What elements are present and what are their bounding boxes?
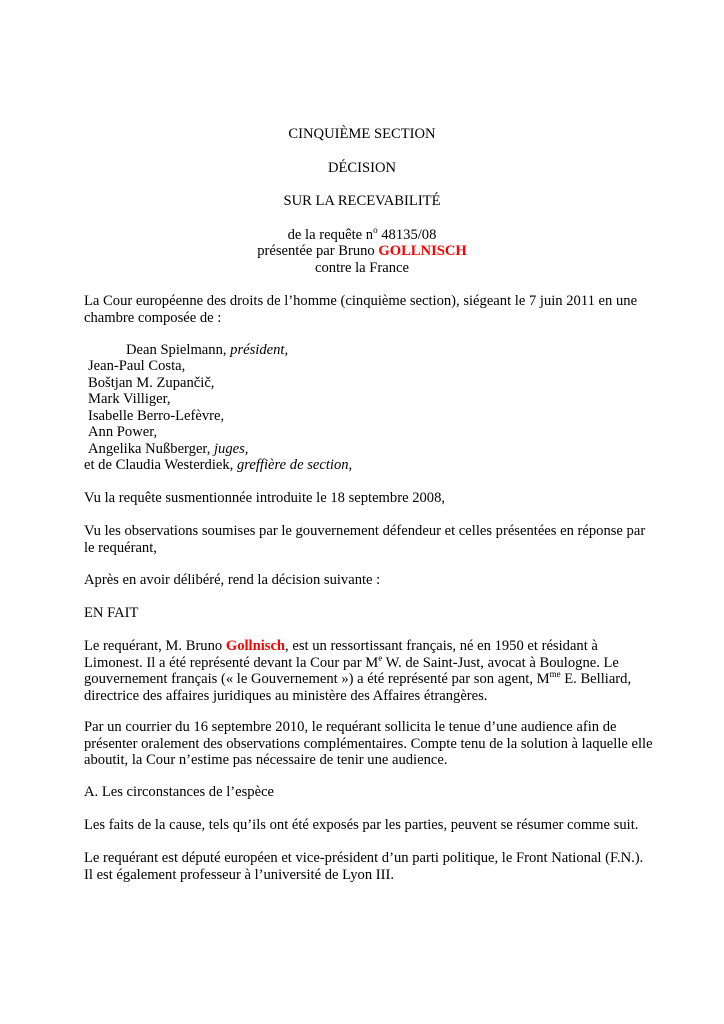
hearing-line-2: présenter oralement des observations complémentaires. Compte tenu de la solution à laquelle elle — [84, 735, 653, 752]
facts-line-1-prefix: Le requérant, M. Bruno — [84, 638, 226, 654]
last-judge-name: Angelika Nußberger, — [88, 440, 214, 457]
judge-item: Mark Villiger, — [88, 391, 171, 407]
profile-line-1: Le requérant est député européen et vice-président d’un parti politique, le Front National (F.N.). — [84, 850, 644, 866]
judge-item: Boštjan M. Zupančič, — [88, 374, 215, 391]
request-number-superscript: o — [373, 225, 378, 235]
hearing-line-3: aboutit, la Cour n’estime pas nécessaire de tenir une audience. — [84, 752, 448, 768]
president-name: Dean Spielmann, — [126, 342, 231, 358]
registrar-line — [84, 457, 644, 474]
applicant-name: GOLLNISCH — [378, 243, 467, 259]
judge-item-last — [88, 441, 648, 458]
applicant-facts-paragraph — [84, 638, 644, 704]
facts-line-4: directrice des affaires juridiques au ministère des Affaires étrangères. — [84, 687, 488, 704]
circumstances-heading: A. Les circonstances de l’espèce — [84, 784, 275, 800]
judges-list — [88, 358, 648, 457]
last-judge-role: juges, — [214, 440, 249, 457]
facts-line-2-suffix: W. de Saint-Just, avocat à Boulogne. Le — [382, 654, 619, 671]
applicant-surname: Gollnisch — [225, 638, 286, 654]
vu-observations-paragraph — [84, 523, 644, 556]
hearing-paragraph — [84, 719, 653, 769]
applicant-profile-paragraph — [84, 850, 644, 883]
hearing-line-1: Par un courrier du 16 septembre 2010, le requérant sollicita le tenue d’une audience afin de — [84, 719, 617, 735]
facts-summary-paragraph: Les faits de la cause, tels qu’ils ont été exposés par les parties, peuvent se résumer comme suit. — [84, 817, 639, 833]
deliberation-paragraph: Après en avoir délibéré, rend la décision suivante : — [84, 572, 381, 588]
vu-observations-line-1: Vu les observations soumises par le gouvernement défendeur et celles présentées en réponse par — [84, 523, 646, 539]
registrar-name: et de Claudia Westerdiek, — [84, 457, 237, 473]
vu-observations-line-2: le requérant, — [84, 539, 157, 556]
request-number: 48135/08 — [377, 227, 437, 243]
profile-line-2: Il est également professeur à l’université de Lyon III. — [84, 866, 395, 883]
facts-line-3-prefix: gouvernement français (« le Gouvernement ») a été représenté par son agent, M — [84, 671, 550, 687]
facts-line-1-suffix: , est un ressortissant français, né en 1950 et résidant à — [285, 638, 598, 654]
facts-line-2-prefix: Limonest. Il a été représenté devant la Cour par M — [84, 654, 379, 671]
court-line-1: La Cour européenne des droits de l’homme (cinquième section), siégeant le 7 juin 2011 en une — [84, 293, 638, 309]
facts-line-3 — [84, 671, 644, 688]
request-number-line — [0, 227, 724, 244]
president-role: président, — [230, 342, 289, 358]
court-line-2: chambre composée de : — [84, 309, 222, 326]
recevabilite-heading: SUR LA RECEVABILITÉ — [283, 193, 441, 209]
facts-line-1 — [84, 638, 644, 655]
decision-heading: DÉCISION — [327, 160, 397, 176]
applicant-line — [0, 243, 724, 260]
respondent-line: contre la France — [315, 260, 409, 276]
court-paragraph — [84, 293, 644, 326]
facts-line-2-superscript: e — [378, 652, 383, 663]
facts-line-3-suffix: E. Belliard, — [560, 671, 632, 687]
section-heading: CINQUIÈME SECTION — [288, 126, 436, 142]
president-line — [126, 342, 686, 359]
facts-line-3-superscript: me — [549, 669, 561, 679]
en-fait-heading: EN FAIT — [84, 605, 139, 621]
judge-item: Isabelle Berro-Lefèvre, — [88, 407, 225, 424]
registrar-role: greffière de section, — [236, 457, 353, 473]
applicant-prefix: présentée par Bruno — [257, 243, 379, 259]
vu-request-paragraph: Vu la requête susmentionnée introduite le 18 septembre 2008, — [84, 490, 446, 506]
request-number-prefix: de la requête n — [287, 227, 374, 243]
judge-item: Ann Power, — [88, 424, 158, 440]
judge-item: Jean-Paul Costa, — [88, 358, 186, 374]
